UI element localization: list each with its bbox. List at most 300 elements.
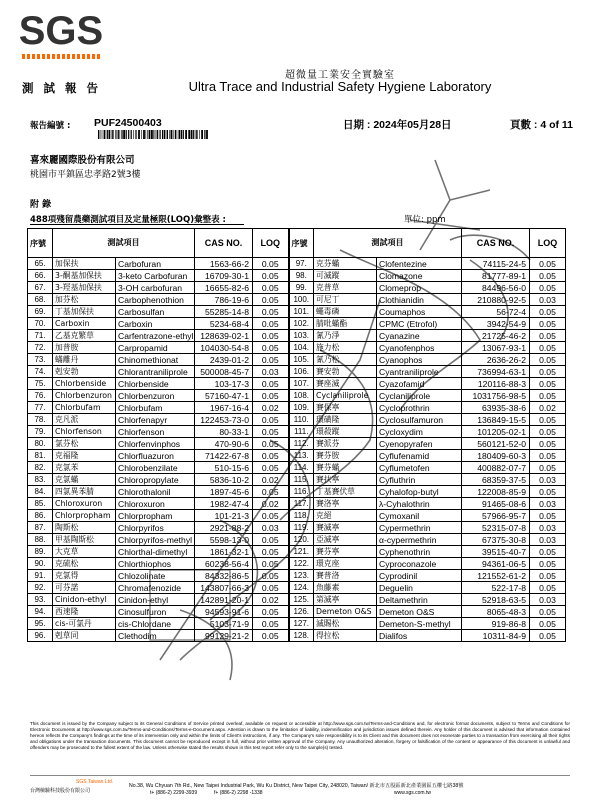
row-number: 97. (289, 258, 314, 270)
cas-number: 67375-30-8 (462, 534, 530, 546)
item-name-en: Carboxin (116, 318, 195, 330)
item-name-en: Chlorothalonil (116, 486, 195, 498)
row-number: 110. (289, 414, 314, 426)
row-number: 78. (28, 414, 53, 426)
cas-number: 91465-08-6 (462, 498, 530, 510)
header-no: 序號 (289, 229, 314, 258)
barcode-bar (188, 130, 190, 139)
table-row (28, 330, 566, 342)
loq-value: 0.05 (530, 390, 566, 402)
table-row (28, 522, 566, 534)
barcode-bar (162, 130, 163, 139)
row-number: 104. (289, 342, 314, 354)
loq-value: 0.05 (530, 366, 566, 378)
cas-number: 400882-07-7 (462, 462, 530, 474)
row-number: 89. (28, 546, 53, 558)
item-name-cn: 克氯苯 (53, 462, 116, 474)
item-name-en: Demeton O&S (377, 606, 462, 618)
barcode-bar (133, 130, 134, 139)
item-name-en: Chlorpyrifos-methyl (116, 534, 195, 546)
item-name-en: Chlorfenvinphos (116, 438, 195, 450)
cas-number: 8065-48-3 (462, 606, 530, 618)
row-number: 100. (289, 294, 314, 306)
header-cas: CAS NO. (195, 229, 253, 258)
table-row (28, 378, 566, 390)
item-name-cn: 魚藤素 (314, 582, 377, 594)
loq-value: 0.05 (530, 450, 566, 462)
cas-number: 13067-93-1 (462, 342, 530, 354)
row-number: 86. (28, 510, 53, 522)
item-name-en: Cyenopyrafen (377, 438, 462, 450)
table-row (28, 474, 566, 486)
item-name-cn: 氯芬松 (53, 438, 116, 450)
header-no: 序號 (28, 229, 53, 258)
item-name-cn: Demeton O&S (314, 606, 377, 618)
barcode-bar (136, 130, 137, 139)
item-name-en: Clomazone (377, 270, 462, 282)
row-number: 126. (289, 606, 314, 618)
footer-company-en: SGS Taiwan Ltd. (76, 779, 114, 785)
item-name-en: Carbofuran (116, 258, 195, 270)
loq-value: 0.05 (530, 558, 566, 570)
item-name-en: Chlorfenson (116, 426, 195, 438)
item-name-en: Cyclaniliprole (377, 390, 462, 402)
barcode-bar (131, 130, 132, 139)
barcode-bar (149, 130, 151, 139)
item-name-cn: 環克座 (314, 558, 377, 570)
barcode-bar (109, 130, 111, 139)
barcode-bar (120, 130, 121, 139)
item-name-en: Carfentrazone-ethyl (116, 330, 195, 342)
row-number: 115. (289, 474, 314, 486)
lab-name-en: Ultra Trace and Industrial Safety Hygiene Laboratory (188, 79, 492, 94)
footer-divider (30, 775, 570, 776)
table-row (28, 594, 566, 606)
item-name-en: Cyflufenamid (377, 450, 462, 462)
loq-value: 0.05 (253, 606, 289, 618)
barcode-bar (102, 130, 103, 139)
loq-value: 0.05 (530, 510, 566, 522)
loq-value: 0.03 (530, 294, 566, 306)
table-row (28, 486, 566, 498)
loq-value: 0.05 (253, 450, 289, 462)
item-name-cn: Cinidon-ethyl (53, 594, 116, 606)
loq-value: 0.05 (253, 270, 289, 282)
loq-value: 0.05 (530, 270, 566, 282)
item-name-cn: 克芬蟎 (314, 258, 377, 270)
barcode-bar (185, 130, 187, 139)
table-row (28, 462, 566, 474)
loq-value: 0.02 (253, 498, 289, 510)
item-name-cn: 賽保寧 (314, 402, 377, 414)
loq-value: 0.05 (530, 330, 566, 342)
header-item: 測試項目 (314, 229, 462, 258)
loq-value: 0.05 (530, 486, 566, 498)
cas-number: 786-19-6 (195, 294, 253, 306)
item-name-cn: 克硫松 (53, 558, 116, 570)
cas-number: 122008-85-9 (462, 486, 530, 498)
item-name-en: Cyphenothrin (377, 546, 462, 558)
item-name-en: Cyclosulfamuron (377, 414, 462, 426)
item-name-cn: Chlorpropham (53, 510, 116, 522)
item-name-cn: Chlorbenside (53, 378, 116, 390)
item-name-en: Cyproconazole (377, 558, 462, 570)
header-cas: CAS NO. (462, 229, 530, 258)
cas-number: 1861-32-1 (195, 546, 253, 558)
loq-value: 0.02 (530, 402, 566, 414)
cas-number: 56-72-4 (462, 306, 530, 318)
item-name-en: Chlorpyrifos (116, 522, 195, 534)
item-name-en: Carbophenothion (116, 294, 195, 306)
row-number: 106. (289, 366, 314, 378)
loq-value: 0.05 (530, 282, 566, 294)
loq-value: 0.05 (253, 318, 289, 330)
loq-value: 0.05 (530, 318, 566, 330)
cas-number: 136849-15-5 (462, 414, 530, 426)
barcode-bar (146, 130, 147, 139)
header-loq: LOQ (253, 229, 289, 258)
item-name-en: Chlorthiophos (116, 558, 195, 570)
cas-number: 2921-88-2 (195, 522, 253, 534)
cas-number: 84496-56-0 (462, 282, 530, 294)
footer-tel: t+ (886-2) 2299-3939 (150, 790, 198, 796)
barcode-bar (160, 130, 161, 139)
barcode-bar (147, 130, 148, 139)
row-number: 69. (28, 306, 53, 318)
table-row (28, 450, 566, 462)
item-name-en: Demeton-S-methyl (377, 618, 462, 630)
cas-number: 1967-16-4 (195, 402, 253, 414)
cas-number: 55285-14-8 (195, 306, 253, 318)
barcode-bar (199, 130, 200, 139)
loq-value: 0.05 (530, 426, 566, 438)
loq-value: 0.03 (530, 498, 566, 510)
table-row (28, 618, 566, 630)
barcode-bar (166, 130, 167, 139)
table-row (28, 546, 566, 558)
row-number: 87. (28, 522, 53, 534)
cas-number: 143807-66-3 (195, 582, 253, 594)
row-number: 71. (28, 330, 53, 342)
cas-number: 2439-01-2 (195, 354, 253, 366)
row-number: 93. (28, 594, 53, 606)
item-name-en: Deltamethrin (377, 594, 462, 606)
item-name-en: Cyhalofop-butyl (377, 486, 462, 498)
row-number: 92. (28, 582, 53, 594)
row-number: 122. (289, 558, 314, 570)
loq-value: 0.05 (253, 282, 289, 294)
loq-value: 0.05 (253, 438, 289, 450)
row-number: 120. (289, 534, 314, 546)
barcode-bar (169, 130, 170, 139)
row-number: 66. (28, 270, 53, 282)
item-name-en: α-cypermethrin (377, 534, 462, 546)
cas-number: 52918-63-5 (462, 594, 530, 606)
svg-text:SGS: SGS (18, 9, 104, 53)
loq-value: 0.05 (530, 438, 566, 450)
item-name-en: Carpropamid (116, 342, 195, 354)
loq-value: 0.03 (253, 522, 289, 534)
cas-number: 68359-37-5 (462, 474, 530, 486)
loq-value: 0.02 (253, 594, 289, 606)
table-row (28, 570, 566, 582)
barcode-bar (153, 130, 154, 139)
row-number: 67. (28, 282, 53, 294)
cas-number: 60238-56-4 (195, 558, 253, 570)
item-name-cn: 賽滅寧 (314, 522, 377, 534)
header-item: 測試項目 (53, 229, 195, 258)
cas-number: 84332-86-5 (195, 570, 253, 582)
header-loq: LOQ (530, 229, 566, 258)
row-number: 124. (289, 582, 314, 594)
row-number: 121. (289, 546, 314, 558)
barcode-bar (141, 130, 142, 139)
loq-value: 0.05 (253, 342, 289, 354)
loq-value: 0.05 (253, 546, 289, 558)
barcode-bar (143, 130, 145, 139)
item-name-en: Cinosulfuron (116, 606, 195, 618)
item-name-cn: 可芬諾 (53, 582, 116, 594)
item-name-cn: 克絕 (314, 510, 377, 522)
item-name-cn: 亞滅寧 (314, 534, 377, 546)
item-name-en: Clothianidin (377, 294, 462, 306)
cas-number: 1897-45-6 (195, 486, 253, 498)
item-name-en: Chinomethionat (116, 354, 195, 366)
item-name-cn: 賽座滅 (314, 378, 377, 390)
loq-value: 0.05 (530, 546, 566, 558)
loq-value: 0.03 (530, 594, 566, 606)
loq-value: 0.03 (253, 366, 289, 378)
doc-type: 測 試 報 告 (22, 81, 102, 95)
cas-number: 5103-71-9 (195, 618, 253, 630)
loq-value: 0.05 (253, 414, 289, 426)
loq-value: 0.03 (530, 534, 566, 546)
loq-value: 0.05 (253, 330, 289, 342)
row-number: 90. (28, 558, 53, 570)
cas-number: 103-17-3 (195, 378, 253, 390)
row-number: 77. (28, 402, 53, 414)
cas-number: 39515-40-7 (462, 546, 530, 558)
row-number: 72. (28, 342, 53, 354)
row-number: 119. (289, 522, 314, 534)
item-name-cn: 丁基加保扶 (53, 306, 116, 318)
barcode (98, 130, 210, 139)
row-number: 102. (289, 318, 314, 330)
item-name-cn: 賽派芬 (314, 438, 377, 450)
row-number: 91. (28, 570, 53, 582)
row-number: 112. (289, 438, 314, 450)
barcode-bar (206, 130, 208, 139)
row-number: 125. (289, 594, 314, 606)
loq-value: 0.05 (253, 378, 289, 390)
barcode-bar (151, 130, 153, 139)
row-number: 99. (289, 282, 314, 294)
loq-value: 0.05 (253, 630, 289, 642)
item-name-cn: 克普草 (314, 282, 377, 294)
table-row (28, 534, 566, 546)
loq-value: 0.05 (253, 486, 289, 498)
report-date: 日期 : 2024年05月28日 (343, 119, 452, 131)
barcode-bar (135, 130, 136, 139)
row-number: 128. (289, 630, 314, 642)
item-name-en: CPMC (Etrofol) (377, 318, 462, 330)
barcode-bar (157, 130, 158, 139)
barcode-bar (175, 130, 176, 139)
cas-number: 80-33-1 (195, 426, 253, 438)
pesticide-table (27, 228, 566, 642)
loq-value: 0.03 (530, 522, 566, 534)
barcode-bar (121, 130, 122, 139)
table-row (28, 390, 566, 402)
item-name-cn: 賽扶寧 (314, 474, 377, 486)
row-number: 111. (289, 426, 314, 438)
loq-value: 0.03 (530, 474, 566, 486)
item-name-cn: 賽普洛 (314, 570, 377, 582)
row-number: 108. (289, 390, 314, 402)
loq-value: 0.05 (530, 258, 566, 270)
barcode-bar (113, 130, 114, 139)
cas-number: 74115-24-5 (462, 258, 530, 270)
cas-number: 560121-52-0 (462, 438, 530, 450)
cas-number: 128639-02-1 (195, 330, 253, 342)
loq-value: 0.05 (530, 606, 566, 618)
cas-number: 21725-46-2 (462, 330, 530, 342)
item-name-cn: Chloroxuron (53, 498, 116, 510)
barcode-bar (173, 130, 174, 139)
item-name-cn: 四氯異苯腈 (53, 486, 116, 498)
cas-number: 71422-67-8 (195, 450, 253, 462)
row-number: 95. (28, 618, 53, 630)
cas-number: 1563-66-2 (195, 258, 253, 270)
row-number: 118. (289, 510, 314, 522)
footer-fax: f+ (886-2) 2298 -1338 (214, 790, 263, 796)
item-name-en: Cyanazine (377, 330, 462, 342)
row-number: 80. (28, 438, 53, 450)
barcode-bar (98, 130, 99, 139)
cas-number: 94593-91-6 (195, 606, 253, 618)
table-row (28, 294, 566, 306)
item-name-en: Cinidon-ethyl (116, 594, 195, 606)
table-row (28, 606, 566, 618)
loq-value: 0.05 (253, 462, 289, 474)
item-name-cn: cis-可氯丹 (53, 618, 116, 630)
item-name-cn: 腈吡蟎酯 (314, 318, 377, 330)
client-company: 喜來麗國際股份有限公司 (30, 155, 135, 166)
table-title: 488項殘留農藥測試項目及定量極限(LOQ)彙整表 : (30, 215, 226, 225)
table-row (28, 270, 566, 282)
cas-number: 470-90-6 (195, 438, 253, 450)
cas-number: 94361-06-5 (462, 558, 530, 570)
row-number: 74. (28, 366, 53, 378)
table-row (28, 558, 566, 570)
barcode-bar (179, 130, 181, 139)
title-underline (30, 224, 244, 225)
item-name-en: Chlorfluazuron (116, 450, 195, 462)
cas-number: 5234-68-4 (195, 318, 253, 330)
row-number: 101. (289, 306, 314, 318)
sgs-logo (18, 4, 104, 62)
item-name-en: Deguelin (377, 582, 462, 594)
row-number: 96. (28, 630, 53, 642)
loq-value: 0.05 (253, 618, 289, 630)
barcode-bar (201, 130, 203, 139)
barcode-bar (191, 130, 193, 139)
item-name-en: Cycloxydim (377, 426, 462, 438)
table-row (28, 498, 566, 510)
cas-number: 500008-45-7 (195, 366, 253, 378)
loq-value: 0.05 (530, 582, 566, 594)
item-name-cn: 乙基克繁草 (53, 330, 116, 342)
item-name-en: Carbosulfan (116, 306, 195, 318)
row-number: 117. (289, 498, 314, 510)
item-name-en: Chlorobenzilate (116, 462, 195, 474)
table-row (28, 582, 566, 594)
barcode-bar (155, 130, 156, 139)
loq-value: 0.05 (530, 630, 566, 642)
footer-disclaimer: This document is issued by the Company subject to its General Conditions of Service printed overleaf, available on request or accessible at http://www.sgs.com.tw/Terms-and-Conditions and, for electronic format documents, subject to Terms and Conditions for Electronic Documents at http://www.sgs.com.tw/Terms-and-Conditions/Terms-e-Document.aspx. Attention is drawn to the limitation of liability, indemnification and jurisdiction issues defined therein. Any holder of this document is advised that information contained hereon reflects the Company's findings at the time of its intervention only and within the limits of Client's instructions, if any. The Company's sole responsibility is to its Client and this document does not exonerate parties to a transaction from exercising all their rights and obligations under the transaction documents. This document cannot be reproduced except in full, without prior written approval of the Company. Any unauthorized alteration, forgery or falsification of the content or appearance of this document is unlawful and offenders may be prosecuted to the fullest extent of the law. Unless otherwise stated the results shown in this test report refer only to the sample(s) tested. (30, 721, 570, 750)
item-name-cn: 滅賜松 (314, 618, 377, 630)
cas-number: 2636-26-2 (462, 354, 530, 366)
item-name-en: Clomeprop (377, 282, 462, 294)
table-row (28, 414, 566, 426)
cas-number: 57966-95-7 (462, 510, 530, 522)
barcode-bar (115, 130, 116, 139)
loq-value: 0.05 (253, 426, 289, 438)
report-no-label: 報告編號 : (30, 121, 71, 131)
table-row (28, 630, 566, 642)
loq-value: 0.05 (530, 414, 566, 426)
barcode-bar (204, 130, 205, 139)
row-number: 65. (28, 258, 53, 270)
row-number: 113. (289, 450, 314, 462)
item-name-cn: 賽安勃 (314, 366, 377, 378)
item-name-en: Cymoxanil (377, 510, 462, 522)
page-number: 頁數 : 4 of 11 (510, 119, 574, 131)
item-name-cn: Carboxin (53, 318, 116, 330)
loq-value: 0.05 (253, 534, 289, 546)
cas-number: 121552-61-2 (462, 570, 530, 582)
lab-name-cn: 超微量工業安全實驗室 (285, 70, 395, 81)
cas-number: 10311-84-9 (462, 630, 530, 642)
item-name-cn: 賽芬胺 (314, 450, 377, 462)
row-number: 85. (28, 498, 53, 510)
cas-number: 52315-07-8 (462, 522, 530, 534)
barcode-bar (138, 130, 140, 139)
item-name-cn: 得拉松 (314, 630, 377, 642)
item-name-cn: Cyclaniliprole (314, 390, 377, 402)
row-number: 79. (28, 426, 53, 438)
footer-address: No.38, Wu Chyuan 7th Rd., New Taipei Industrial Park, Wu Ku District, New Taipei City, 248020, Taiwan/ 新北市五股區新北產業園區五權七路38號 (129, 783, 464, 789)
loq-value: 0.05 (253, 354, 289, 366)
barcode-bar (107, 130, 108, 139)
loq-value: 0.05 (253, 258, 289, 270)
cas-number: 142891-20-1 (195, 594, 253, 606)
row-number: 116. (289, 486, 314, 498)
item-name-en: Cyantraniliprole (377, 366, 462, 378)
loq-value: 0.05 (530, 342, 566, 354)
item-name-cn: 陶斯松 (53, 522, 116, 534)
item-name-cn: 可滅蹤 (314, 270, 377, 282)
table-row (28, 438, 566, 450)
client-address: 桃園市平鎮區忠孝路2號3樓 (30, 170, 141, 180)
item-name-cn: 第滅寧 (314, 594, 377, 606)
item-name-en: Chlorbufam (116, 402, 195, 414)
table-row (28, 258, 566, 270)
row-number: 82. (28, 462, 53, 474)
loq-value: 0.05 (530, 378, 566, 390)
barcode-bar (156, 130, 157, 139)
row-number: 114. (289, 462, 314, 474)
